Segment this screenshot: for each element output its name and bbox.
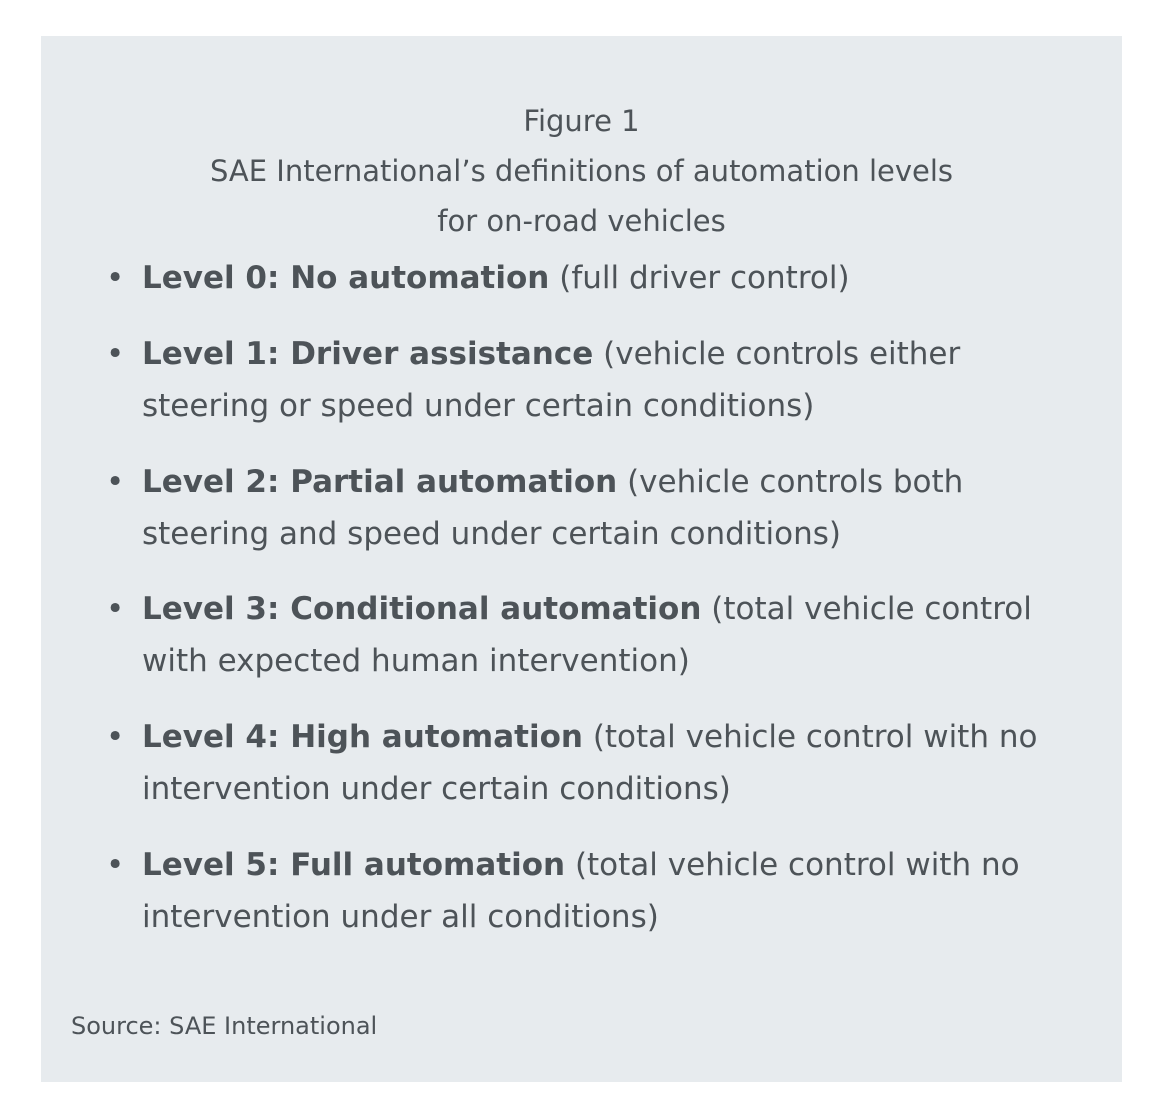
level-item-3: [106, 583, 1087, 687]
level-item-0: [106, 252, 1087, 304]
figure-label: Figure 1: [523, 104, 640, 138]
level-term: Level 4: High automation: [142, 719, 583, 755]
level-term: Level 3: Conditional automation: [142, 591, 702, 627]
source-note: Source: SAE International: [71, 1012, 378, 1040]
level-term: Level 5: Full automation: [142, 847, 566, 883]
bullet-icon: •: [106, 260, 125, 296]
level-item-2: [106, 456, 1087, 560]
level-term: Level 0: No automation: [142, 260, 550, 296]
figure-box: [41, 36, 1122, 1082]
figure-title: [41, 146, 1122, 246]
level-description: (vehicle controls both steering and speed under certain conditions): [142, 464, 964, 552]
level-term: Level 1: Driver assistance: [142, 336, 594, 372]
level-item-5: [106, 839, 1087, 943]
bullet-icon: •: [106, 847, 125, 883]
level-description: (total vehicle control with expected human intervention): [142, 591, 1032, 679]
level-description: (total vehicle control with no intervention under all conditions): [142, 847, 1020, 935]
level-item-1: [106, 328, 1087, 432]
level-description: (total vehicle control with no intervention under certain conditions): [142, 719, 1038, 807]
bullet-icon: •: [106, 464, 125, 500]
bullet-icon: •: [106, 719, 125, 755]
figure-title-line-2: for on-road vehicles: [437, 204, 726, 238]
level-description: (full driver control): [559, 260, 850, 296]
bullet-icon: •: [106, 591, 125, 627]
level-item-4: [106, 711, 1087, 815]
figure-title-line-1: SAE International’s definitions of automation levels: [209, 154, 954, 188]
bullet-icon: •: [106, 336, 125, 372]
level-description: (vehicle controls either steering or speed under certain conditions): [142, 336, 961, 424]
level-term: Level 2: Partial automation: [142, 464, 618, 500]
